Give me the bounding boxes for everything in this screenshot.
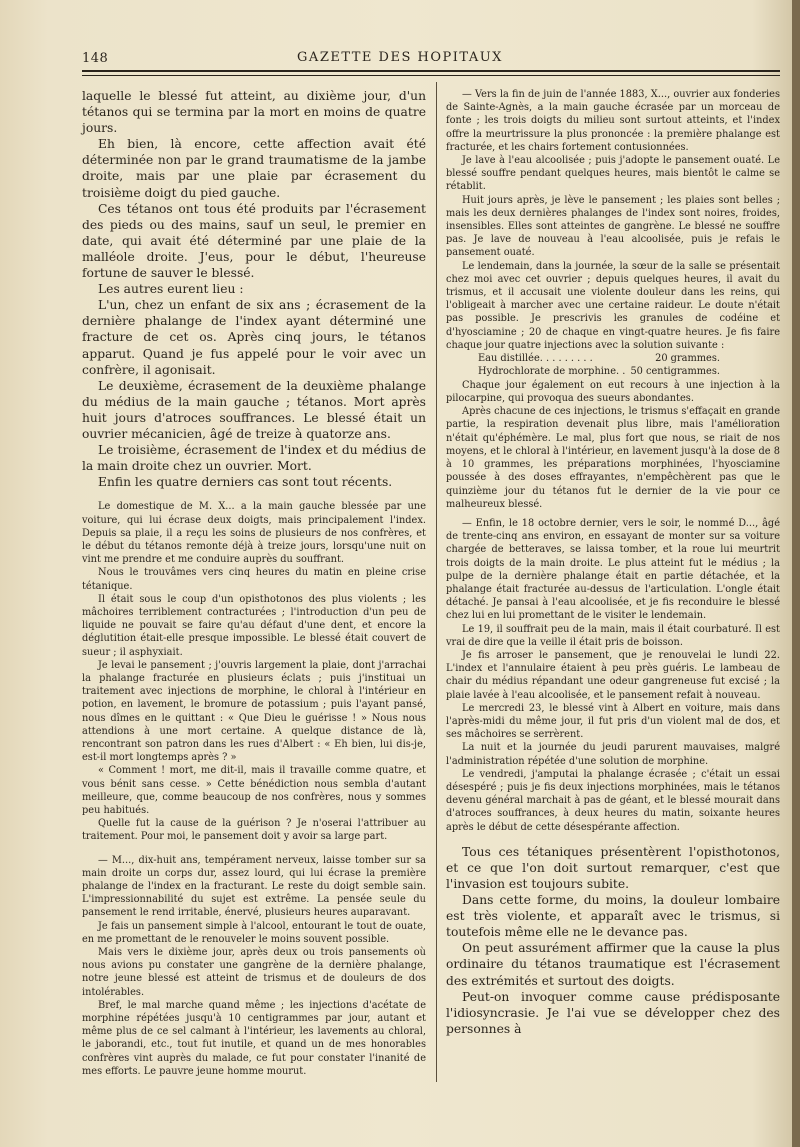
formula-ingredient: Hydrochlorate de morphine. . <box>478 366 626 378</box>
journal-title: GAZETTE DES HOPITAUX <box>297 50 503 65</box>
paragraph: Huit jours après, je lève le pansement ; les plaies sont belles ; mais les deux dernières phalanges de l'index sont noires, froides, insensibles. Elles sont atteintes de gangrène. Le blessé ne souffre pas. Je lave de nouveau à l'eau alcoolisée, puis je refais le pansement ouaté. <box>446 194 780 259</box>
paragraph: On peut assurément affirmer que la cause la plus ordinaire du tétanos traumatique est l'écrasement des extrémités et surtout des doigts. <box>446 941 780 988</box>
case-report-3-continued <box>446 379 780 511</box>
paragraph: Enfin les quatre derniers cas sont tout récents. <box>98 475 393 490</box>
left-column <box>82 88 426 1078</box>
paragraph: laquelle le blessé fut atteint, au dixième jour, d'un tétanos qui se termina par la mort en moins de quatre jours. <box>82 89 426 136</box>
paragraph: Le vendredi, j'amputai la phalange écrasée ; c'était un essai désespéré ; puis je fis deux injections morphinées, mais le tétanos devenu général marchait à pas de géant, et le blessé mourait dans d'atroces souffrances, à deux heures du matin, soixante heures après le début de cette désespérante affection. <box>446 768 780 833</box>
paragraph: Mais vers le dixième jour, après deux ou trois pansements où nous avions pu constater une gangrène de la dernière phalange, notre jeune blessé est atteint de trismus et de douleurs de dos intolérables. <box>82 947 426 998</box>
paragraph: La nuit et la journée du jeudi parurent mauvaises, malgré l'administration répétée d'une solution de morphine. <box>446 742 780 767</box>
paragraph: Le lendemain, dans la journée, la sœur de la salle se présentait chez moi avec cet ouvrier ; depuis quelques heures, il avait du trismus, et il accusait une violente douleur dans les reins, qui l'obligeait à marcher avec une certaine raideur. Le doute n'était pas possible. Je prescrivis les granules de codéine et d'hyosciamine ; 20 de chaque en vingt-quatre heures. Je fis faire chaque jour quatre injections avec la solution suivante : <box>446 260 780 351</box>
formula-row <box>446 352 780 365</box>
paragraph: Le 19, il souffrait peu de la main, mais il était courbaturé. Il est vrai de dire que la veille il était pris de boisson. <box>446 623 780 648</box>
paragraph: Eh bien, là encore, cette affection avait été déterminée non par le grand traumatisme de la jambe droite, mais par une plaie par écrasement du troisième doigt du pied gauche. <box>82 137 426 200</box>
column-divider <box>436 82 437 1082</box>
case-report-4 <box>446 517 780 834</box>
left-body-large <box>82 88 426 490</box>
paragraph: Tous ces tétaniques présentèrent l'opisthotonos, et ce que l'on doit surtout remarquer, c'est que l'invasion est toujours subite. <box>446 844 780 891</box>
header-rule-thick <box>82 70 780 72</box>
paragraph: Je fis arroser le pansement, que je renouvelai le lundi 22. L'index et l'annulaire étaient à peu près guéris. Le lambeau de chair du médius répandant une odeur gangreneuse fut excisé ; la plaie lavée à l'eau alcoolisée, et le pansement refait à nouveau. <box>446 649 780 701</box>
paragraph: L'un, chez un enfant de six ans ; écrasement de la dernière phalange de l'index ayant déterminé une fracture de cet os. Après cinq jours, le tétanos apparut. Quand je fus appelé pour le voir avec un confrère, il agonisait. <box>82 298 426 377</box>
paragraph: Je lave à l'eau alcoolisée ; puis j'adopte le pansement ouaté. Le blessé souffre pendant quelques heures, mais bientôt le calme se rétablit. <box>446 155 780 193</box>
paragraph: Peut-on invoquer comme cause prédisposante l'idiosyncrasie. Je l'ai vue se développer chez des personnes à <box>446 989 780 1036</box>
paragraph: — Enfin, le 18 octobre dernier, vers le soir, le nommé D..., âgé de trente-cinq ans environ, en essayant de monter sur sa voiture chargée de betteraves, se laissa tomber, et la roue lui meurtrit trois doigts de la main droite. Le plus atteint fut le médius ; la pulpe de la dernière phalange était en partie détachée, et la phalange était fracturée au-dessus de l'articulation. L'ongle était détaché. Je pansai à l'eau alcoolisée, et je fis reconduire le blessé chez lui en lui promettant de le visiter le lendemain. <box>446 517 780 622</box>
case-report-3 <box>446 88 780 352</box>
spacer <box>82 844 426 854</box>
paragraph: Les autres eurent lieu : <box>98 282 244 297</box>
formula-row <box>446 365 780 378</box>
paragraph: Chaque jour également on eut recours à une injection à la pilocarpine, qui provoqua des sueurs abondantes. <box>446 379 780 405</box>
formula-amount: 50 centigrammes. <box>630 366 720 378</box>
paragraph: — M..., dix-huit ans, tempérament nerveux, laisse tomber sur sa main droite un corps dur, assez lourd, qui lui écrase la première phalange de l'index en la fracturant. Le reste du doigt semble sain. L'impressionnabilité du sujet est extrême. La pensée seule du pansement le rend irritable, énervé, plusieurs heures auparavant. <box>82 854 426 919</box>
case-report-1 <box>82 500 426 843</box>
paragraph: Bref, le mal marche quand même ; les injections d'acétate de morphine répétées jusqu'à 10 centigrammes par jour, autant et même plus de ce sel calmant à l'intérieur, les lavements au chloral, le jaborandi, etc., tout fut inutile, et quand un de mes honorables confrères vint auprès du malade, ce fut pour constater l'inanité de mes efforts. Le pauvre jeune homme mourut. <box>82 999 426 1077</box>
paragraph: Il était sous le coup d'un opisthotonos des plus violents ; les mâchoires terriblement contracturées ; l'introduction d'un peu de liquide ne pouvait se faire qu'au défaut d'une dent, et encore la déglutition était-elle presque impossible. Le blessé était couvert de sueur ; il asphyxiait. <box>82 593 426 658</box>
case-report-2 <box>82 854 426 1078</box>
paragraph: Je levai le pansement ; j'ouvris largement la plaie, dont j'arrachai la phalange fracturée en plusieurs éclats ; puis j'instituai un traitement avec injections de morphine, le chloral à l'intérieur en potion, en lavement, le bromure de potassium ; puis l'ayant pansé, nous dîmes en le quittant : « Que Dieu le guérisse ! » Nous nous attendions à une mort certaine. A quelque distance de là, rencontrant son patron dans les rues d'Albert : « Eh bien, lui dis-je, est-il mort longtemps après ? » <box>82 659 426 764</box>
paragraph: Le domestique de M. X... a la main gauche blessée par une voiture, qui lui écrase deux doigts, mais principalement l'index. Depuis sa plaie, il a reçu les soins de plusieurs de nos confrères, et le début du tétanos remonte déjà à treize jours, lorsqu'une nuit on vint me prendre et me conduire auprès du souffrant. <box>82 501 426 566</box>
paragraph: « Comment ! mort, me dit-il, mais il travaille comme quatre, et vous bénit sans cesse. » Cette bénédiction nous sembla d'autant meilleure, que, comme beaucoup de nos confrères, nous y sommes peu habitués. <box>82 765 426 817</box>
formula-amount: 20 grammes. <box>655 353 720 365</box>
spacer <box>82 490 426 500</box>
header-rule-thin <box>82 75 780 76</box>
paragraph: Après chacune de ces injections, le trismus s'effaçait en grande partie, la respiration devenait plus libre, mais l'amélioration n'était qu'éphémère. Le mal, plus fort que nous, se riait de nos moyens, et le chloral à l'intérieur, en lavement jusqu'à la dose de 8 à 10 grammes, les préparations morphinées, l'hyosciamine poussée à des doses effrayantes, n'empêchèrent pas que le quinzième jour du tétanos fut le dernier de la vie pour ce malheureux blessé. <box>446 406 780 510</box>
paragraph: Le troisième, écrasement de l'index et du médius de la main droite chez un ouvrier. Mort. <box>82 443 426 474</box>
paragraph: Le deuxième, écrasement de la deuxième phalange du médius de la main gauche ; tétanos. Mort après huit jours d'atroces souffrances. Le blessé était un ouvrier mécanicien, âgé de treize à quatorze ans. <box>82 378 426 441</box>
paragraph: — Vers la fin de juin de l'année 1883, X..., ouvrier aux fonderies de Sainte-Agnès, a la main gauche écrasée par un morceau de fonte ; les trois doigts du milieu sont surtout atteints, et l'index offre la meurtrissure la plus prononcée : la première phalange est fracturée, et les chairs fortement contusionnées. <box>446 89 780 153</box>
spacer <box>446 834 780 844</box>
page-number: 148 <box>82 51 109 66</box>
formula-ingredient: Eau distillée. . . . . . . . . <box>478 353 593 365</box>
prescription-formula <box>446 352 780 379</box>
right-body-large <box>446 844 780 1037</box>
right-column <box>446 88 780 1037</box>
paragraph: Quelle fut la cause de la guérison ? Je n'oserai l'attribuer au traitement. Pour moi, le pansement doit y avoir sa large part. <box>82 818 426 843</box>
page-edge <box>792 0 800 1147</box>
paragraph: Ces tétanos ont tous été produits par l'écrasement des pieds ou des mains, sauf un seul, le premier en date, qui avait été déterminé par une plaie de la malléole droite. J'eus, pour le début, l'heureuse fortune de sauver le blessé. <box>82 201 426 281</box>
paragraph: Dans cette forme, du moins, la douleur lombaire est très violente, et apparaît avec le trismus, si toutefois même elle ne le devance pas. <box>446 893 780 940</box>
paragraph: Nous le trouvâmes vers cinq heures du matin en pleine crise tétanique. <box>82 567 426 592</box>
paragraph: Je fais un pansement simple à l'alcool, entourant le tout de ouate, en me promettant de le renouveler le moins souvent possible. <box>82 920 426 945</box>
paragraph: Le mercredi 23, le blessé vint à Albert en voiture, mais dans l'après-midi du même jour, il fut pris d'un violent mal de dos, et ses mâchoires se serrèrent. <box>446 702 780 741</box>
